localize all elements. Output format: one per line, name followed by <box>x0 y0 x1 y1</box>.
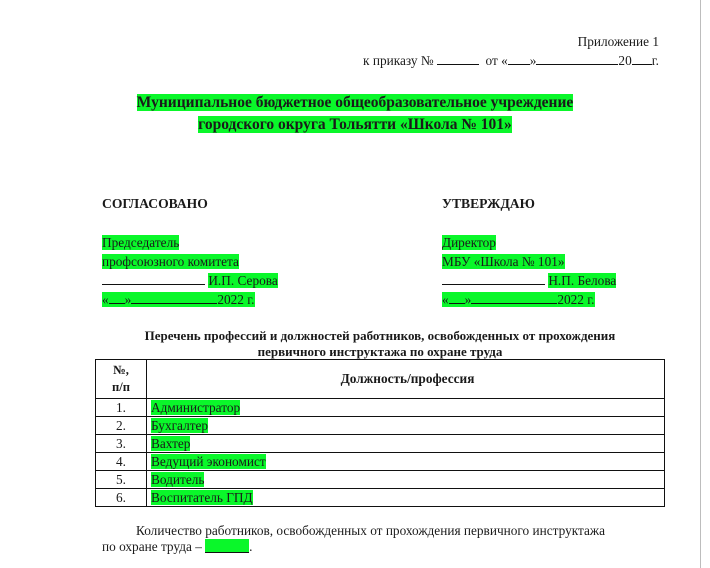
organization-name-line1: Муниципальное бюджетное общеобразовательное учреждение <box>136 94 574 111</box>
row-position: Администратор <box>147 399 665 417</box>
summary-line1: Количество работников, освобожденных от прохождения первичного инструктажа <box>136 523 605 538</box>
order-number-blank[interactable] <box>437 53 479 65</box>
table-row <box>96 435 665 453</box>
column-header-number: №, п/п <box>96 360 147 399</box>
table-row <box>96 417 665 435</box>
approved-heading: УТВЕРЖДАЮ <box>442 196 535 211</box>
approved-date-line: « » 2022 г. <box>442 292 595 307</box>
table-row <box>96 471 665 489</box>
approved-month-blank[interactable] <box>471 292 557 304</box>
professions-table <box>95 359 665 507</box>
summary-line2: по охране труда – . <box>102 539 253 554</box>
organization-name-line2: городского округа Тольятти «Школа № 101» <box>198 116 512 133</box>
approved-position-line2: МБУ «Школа № 101» <box>442 254 565 269</box>
order-year-blank[interactable] <box>632 53 652 65</box>
agreed-heading: СОГЛАСОВАНО <box>102 196 208 211</box>
agreed-signature-line: И.П. Серова <box>102 273 278 289</box>
row-number: 4. <box>96 453 147 471</box>
employee-count-blank[interactable] <box>205 539 249 553</box>
row-position: Ведущий экономист <box>147 453 665 471</box>
row-position: Вахтер <box>147 435 665 453</box>
approved-day-blank[interactable] <box>449 292 465 304</box>
appendix-label: Приложение 1 <box>577 34 659 49</box>
row-number: 2. <box>96 417 147 435</box>
agreed-signature-blank[interactable] <box>102 273 205 285</box>
agreed-position-line2: профсоюзного комитета <box>102 254 239 269</box>
table-header-row <box>96 360 665 399</box>
page-edge <box>700 0 701 568</box>
agreed-day-blank[interactable] <box>109 292 125 304</box>
agreed-month-blank[interactable] <box>131 292 217 304</box>
agreed-position-line1: Председатель <box>102 235 180 250</box>
agreed-date-line: « » 2022 г. <box>102 292 255 307</box>
row-number: 1. <box>96 399 147 417</box>
approved-signature-blank[interactable] <box>442 273 545 285</box>
table-row <box>96 489 665 507</box>
table-row <box>96 399 665 417</box>
row-position: Воспитатель ГПД <box>147 489 665 507</box>
row-number: 6. <box>96 489 147 507</box>
order-reference: к приказу № от « » 20 г. <box>363 53 659 68</box>
row-position: Бухгалтер <box>147 417 665 435</box>
row-number: 3. <box>96 435 147 453</box>
order-day-blank[interactable] <box>508 53 530 65</box>
row-position: Водитель <box>147 471 665 489</box>
list-title-line1: Перечень профессий и должностей работников, освобожденных от прохождения <box>144 328 616 343</box>
approved-position-line1: Директор <box>442 235 496 250</box>
table-row <box>96 453 665 471</box>
list-title-line2: первичного инструктажа по охране труда <box>257 344 503 359</box>
approved-signature-line: Н.П. Белова <box>442 273 616 289</box>
order-month-blank[interactable] <box>536 53 618 65</box>
column-header-position: Должность/профессия <box>147 360 665 399</box>
row-number: 5. <box>96 471 147 489</box>
